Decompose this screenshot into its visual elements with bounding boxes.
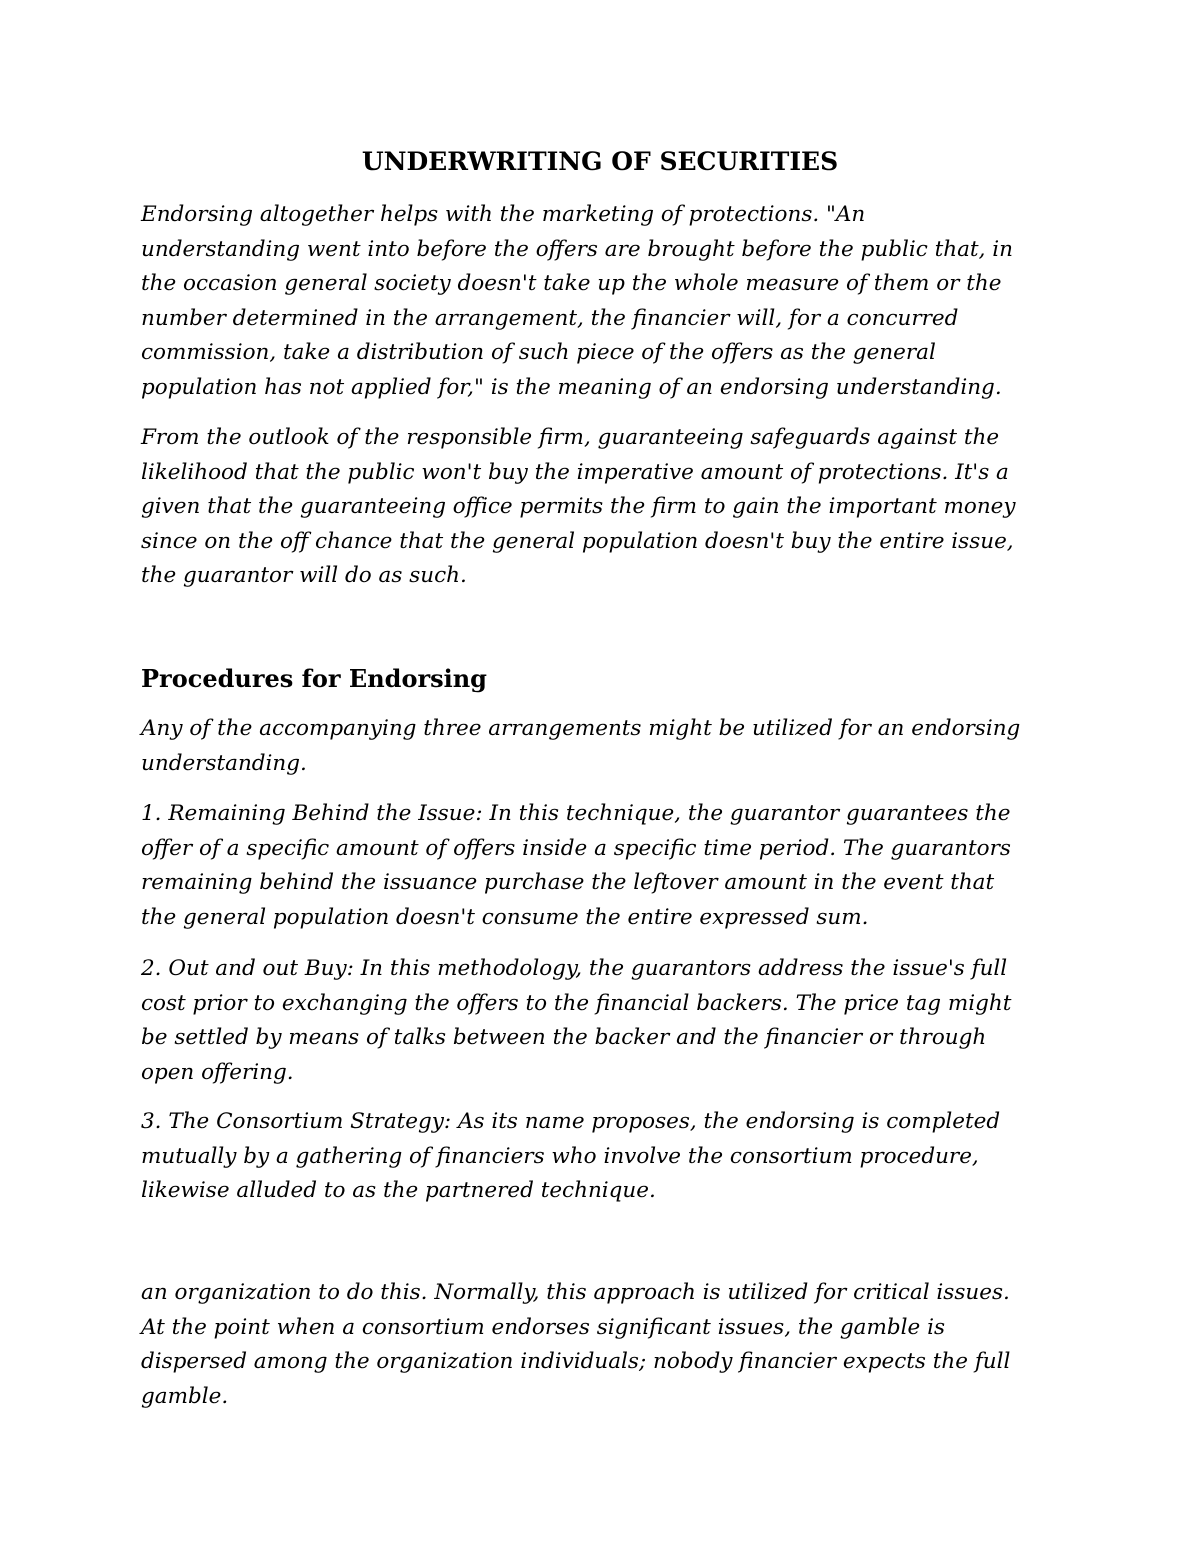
outlook-paragraph: From the outlook of the responsible firm, guaranteeing safeguards against the likelihood that the public won't buy the imperative amount of protections. It's a given that the guaranteeing office permits the firm to gain the important money since on the off chance that the general population doesn't buy the entire issue, the guarantor will do as such. — [141, 425, 1016, 588]
list-item-out-and-out-buy: 2. Out and out Buy: In this methodology, the guarantors address the issue's full cost prior to exchanging the offers to the financial backers. The price tag might be settled by means of talks between the backer and the financier or through open offering. — [141, 956, 1012, 1085]
section-intro-paragraph: Any of the accompanying three arrangements might be utilized for an endorsing understanding. — [141, 716, 1021, 776]
list-item-remaining-behind: 1. Remaining Behind the Issue: In this technique, the guarantor guarantees the offer of a specific amount of offers inside a specific time period. The guarantors remaining behind the issuance purchase the leftover amount in the event that the general population doesn't consume the entire expressed sum. — [141, 801, 1011, 930]
page-title: UNDERWRITING OF SECURITIES — [361, 147, 839, 176]
closing-paragraph: an organization to do this. Normally, this approach is utilized for critical issues. At the point when a consortium endorses significant issues, the gamble is dispersed among the organization individuals; nobody financier expects the full gamble. — [141, 1280, 1011, 1409]
section-heading: Procedures for Endorsing — [141, 664, 487, 693]
intro-paragraph: Endorsing altogether helps with the marketing of protections. "An understanding went into before the offers are brought before the public that, in the occasion general society doesn't take up the whole measure of them or the number determined in the arrangement, the financier will, for a concurred commission, take a distribution of such piece of the offers as the general population has not applied for," is the meaning of an endorsing understanding. — [141, 202, 1013, 400]
list-item-consortium-strategy: 3. The Consortium Strategy: As its name proposes, the endorsing is completed mutually by a gathering of financiers who involve the consortium procedure, likewise alluded to as the partnered technique. — [141, 1109, 1001, 1203]
